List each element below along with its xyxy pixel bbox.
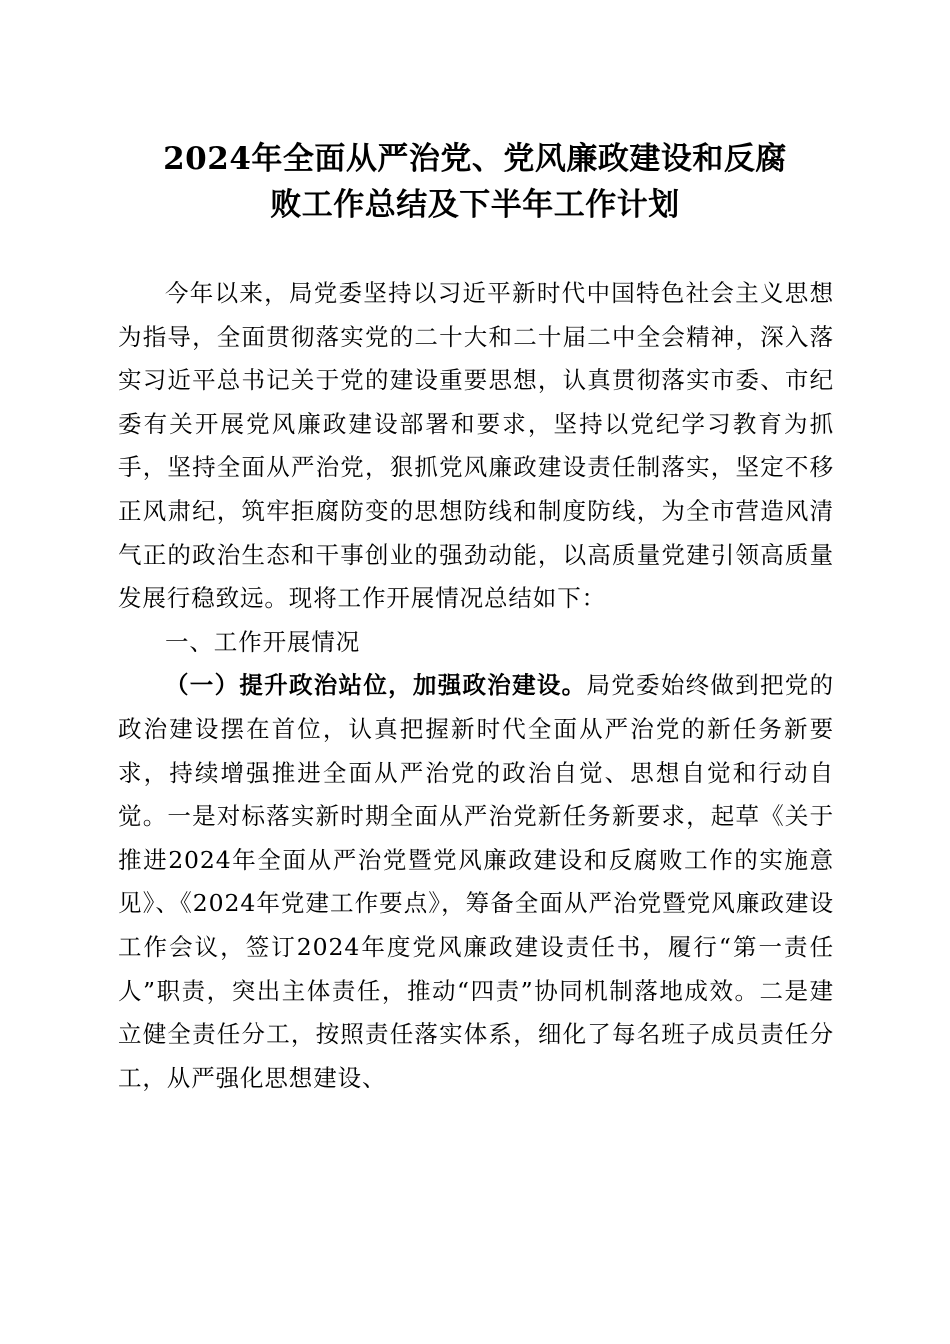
subsection-lead: （一）提升政治站位，加强政治建设。: [165, 671, 587, 700]
title-line-2: 败工作总结及下半年工作计划: [270, 187, 680, 223]
title-line-1: 2024年全面从严治党、党风廉政建设和反腐: [163, 141, 787, 177]
intro-paragraph: 今年以来，局党委坚持以习近平新时代中国特色社会主义思想为指导，全面贯彻落实党的二十大和二十届二中全会精神，深入落实习近平总书记关于党的建设重要思想，认真贯彻落实市委、市纪委有关开展党风廉政建设部署和要求，坚持以党纪学习教育为抓手，坚持全面从严治党，狠抓党风廉政建设责任制落实，坚定不移正风肃纪，筑牢拒腐防变的思想防线和制度防线，为全市营造风清气正的政治生态和干事创业的强劲动能，以高质量党建引领高质量发展行稳致远。现将工作开展情况总结如下：: [118, 279, 834, 613]
document-body: [118, 272, 834, 1100]
document-title: [120, 136, 830, 228]
section-heading: 一、工作开展情况: [165, 627, 361, 656]
subsection-body: 局党委始终做到把党的政治建设摆在首位，认真把握新时代全面从严治党的新任务新要求，持续增强推进全面从严治党的政治自觉、思想自觉和行动自觉。一是对标落实新时期全面从严治党新任务新要求，起草《关于推进2024年全面从严治党暨党风廉政建设和反腐败工作的实施意见》、《2024年党建工作要点》，筹备全面从严治党暨党风廉政建设工作会议，签订2024年度党风廉政建设责任书，履行“第一责任人”职责，突出主体责任，推动“四责”协同机制落地成效。二是建立健全责任分工，按照责任落实体系，细化了每名班子成员责任分工，从严强化思想建设、: [118, 671, 834, 1092]
subsection-paragraph: [118, 664, 834, 1100]
